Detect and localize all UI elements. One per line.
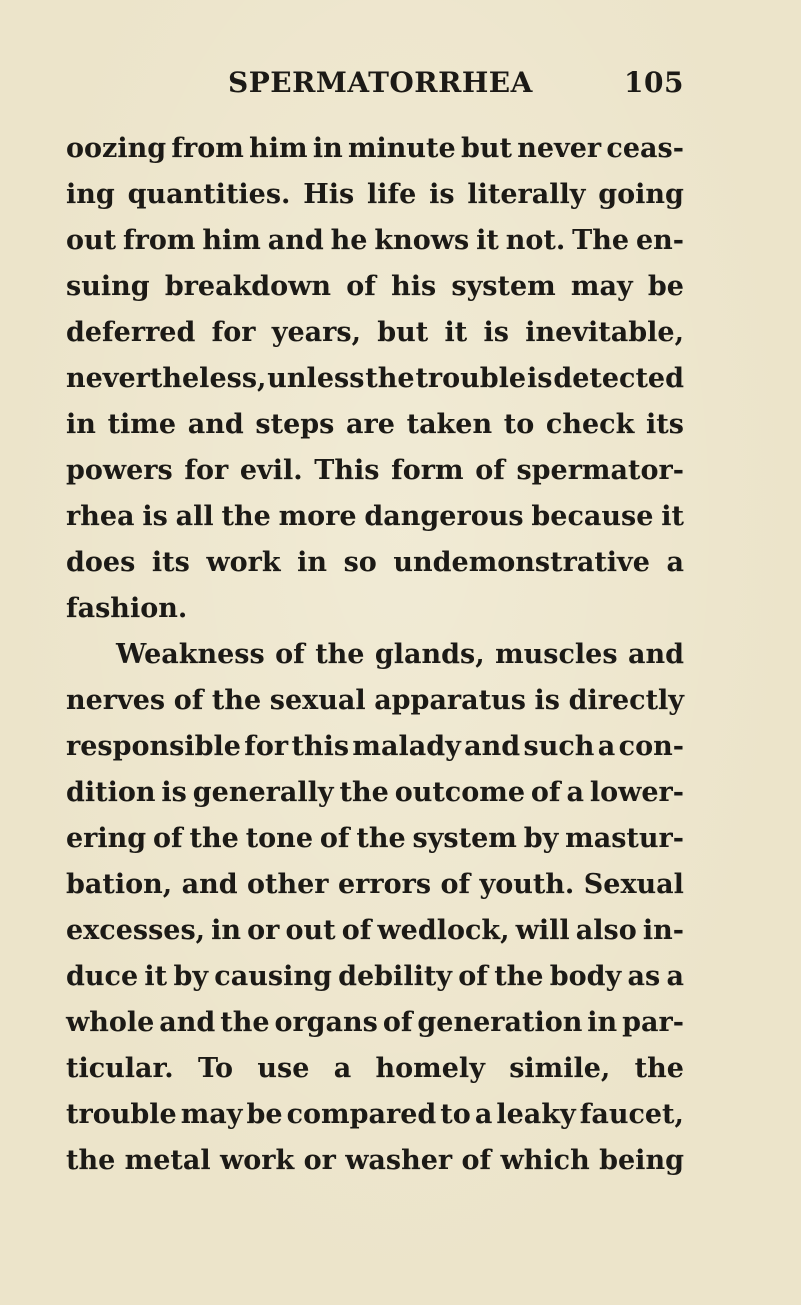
- word: and: [159, 1007, 216, 1038]
- word: directly: [568, 685, 684, 716]
- word: for: [211, 317, 256, 348]
- word: him: [202, 225, 261, 256]
- word: will: [515, 915, 570, 946]
- word: the: [315, 639, 365, 670]
- word: him: [249, 133, 308, 164]
- word: Weakness: [116, 639, 265, 670]
- text-line: [66, 1000, 684, 1046]
- word: in-: [642, 915, 684, 946]
- word: of: [475, 455, 505, 486]
- text-line: [66, 218, 684, 264]
- word: be: [246, 1099, 283, 1130]
- word: does: [66, 547, 136, 578]
- word: in: [211, 915, 242, 946]
- word: never: [517, 133, 602, 164]
- word: ing: [66, 179, 115, 210]
- word: suing: [66, 271, 150, 302]
- word: other: [247, 869, 329, 900]
- word: body: [549, 961, 622, 992]
- word: is: [483, 317, 509, 348]
- word: not.: [505, 225, 566, 256]
- page-number: 105: [624, 66, 684, 99]
- body-text: [66, 126, 684, 1184]
- word: powers: [66, 455, 173, 486]
- word: wedlock,: [377, 915, 510, 946]
- word: spermator-: [516, 455, 684, 486]
- word: generation: [417, 1007, 583, 1038]
- word: apparatus: [374, 685, 526, 716]
- word: causing: [214, 961, 332, 992]
- word: for: [244, 731, 289, 762]
- word: a: [666, 961, 684, 992]
- word: steps: [255, 409, 335, 440]
- word: leaky: [496, 1099, 576, 1130]
- word: literally: [467, 179, 586, 210]
- word: the: [189, 823, 239, 854]
- word: to: [503, 409, 535, 440]
- word: all: [175, 501, 214, 532]
- word: of: [530, 777, 561, 808]
- word: ceas-: [606, 133, 684, 164]
- word: a: [566, 777, 584, 808]
- word: undemonstrative: [393, 547, 650, 578]
- text-line: [66, 678, 684, 724]
- text-line: fashion.: [66, 593, 188, 624]
- word: work: [206, 547, 281, 578]
- word: this: [291, 731, 350, 762]
- text-line: [66, 862, 684, 908]
- word: it: [444, 317, 468, 348]
- text-line: [66, 356, 684, 402]
- text-line: [66, 126, 684, 172]
- word: evil.: [239, 455, 303, 486]
- word: life: [367, 179, 417, 210]
- word: may: [180, 1099, 243, 1130]
- word: but: [377, 317, 429, 348]
- word: check: [545, 409, 635, 440]
- word: going: [598, 179, 684, 210]
- word: knows: [374, 225, 470, 256]
- word: the: [356, 823, 406, 854]
- word: is: [429, 179, 455, 210]
- word: is: [534, 685, 561, 716]
- word: are: [346, 409, 395, 440]
- word: of: [461, 1145, 492, 1176]
- word: he: [330, 225, 368, 256]
- word: in: [66, 409, 96, 440]
- word: of: [275, 639, 305, 670]
- word: of: [341, 915, 372, 946]
- text-line: [66, 264, 684, 310]
- word: duce: [66, 961, 139, 992]
- word: The: [572, 225, 630, 256]
- word: system: [451, 271, 556, 302]
- word: in: [587, 1007, 618, 1038]
- word: and: [267, 225, 324, 256]
- word: because: [531, 501, 654, 532]
- word: may: [570, 271, 633, 302]
- word: is: [142, 501, 168, 532]
- word: use: [257, 1053, 310, 1084]
- word: con-: [618, 731, 684, 762]
- word: be: [647, 271, 684, 302]
- word: and: [181, 869, 238, 900]
- word: lower-: [589, 777, 684, 808]
- word: His: [303, 179, 355, 210]
- word: of: [458, 961, 488, 992]
- word: of: [382, 1007, 413, 1038]
- word: for: [184, 455, 229, 486]
- running-title: SPERMATORRHEA: [228, 66, 533, 99]
- word: inevitable,: [525, 317, 684, 348]
- word: as: [627, 961, 661, 992]
- word: oozing: [66, 133, 167, 164]
- word: or: [247, 915, 280, 946]
- text-line: [66, 908, 684, 954]
- word: from: [123, 225, 196, 256]
- word: in: [297, 547, 328, 578]
- word: of: [153, 823, 183, 854]
- text-line: [66, 310, 684, 356]
- word: Sexual: [583, 869, 684, 900]
- word: his: [391, 271, 437, 302]
- word: nevertheless,: [66, 363, 267, 394]
- word: taken: [406, 409, 493, 440]
- word: organs: [274, 1007, 378, 1038]
- text-line: [66, 540, 684, 586]
- word: work: [220, 1145, 295, 1176]
- word: its: [645, 409, 684, 440]
- word: responsible: [66, 731, 241, 762]
- word: a: [333, 1053, 352, 1084]
- word: a: [474, 1099, 493, 1130]
- word: which: [500, 1145, 590, 1176]
- word: trouble: [415, 363, 527, 394]
- text-line: [66, 954, 684, 1000]
- word: trouble: [66, 1099, 177, 1130]
- word: system: [412, 823, 517, 854]
- word: of: [346, 271, 376, 302]
- word: by: [173, 961, 209, 992]
- text-line: [66, 402, 684, 448]
- word: a: [666, 547, 684, 578]
- word: dangerous: [364, 501, 524, 532]
- word: from: [171, 133, 244, 164]
- text-line: [66, 770, 684, 816]
- word: homely: [375, 1053, 485, 1084]
- word: the: [220, 1007, 270, 1038]
- word: the: [221, 501, 271, 532]
- paragraph-first-line: [66, 632, 684, 678]
- word: errors: [337, 869, 432, 900]
- word: muscles: [495, 639, 618, 670]
- word: the: [634, 1053, 684, 1084]
- text-line: [66, 816, 684, 862]
- word: metal: [124, 1145, 211, 1176]
- word: ering: [66, 823, 147, 854]
- word: form: [391, 455, 464, 486]
- word: time: [107, 409, 177, 440]
- word: compared: [286, 1099, 437, 1130]
- word: the: [339, 777, 389, 808]
- word: youth.: [479, 869, 575, 900]
- word: a: [597, 731, 616, 762]
- word: or: [303, 1145, 336, 1176]
- word: tone: [245, 823, 313, 854]
- word: more: [278, 501, 357, 532]
- word: debility: [338, 961, 452, 992]
- word: is: [526, 363, 553, 394]
- word: washer: [345, 1145, 453, 1176]
- word: years,: [271, 317, 361, 348]
- word: quantities.: [127, 179, 291, 210]
- word: so: [343, 547, 377, 578]
- word: detected: [553, 363, 684, 394]
- word: rhea: [66, 501, 135, 532]
- word: bation,: [66, 869, 173, 900]
- word: faucet,: [579, 1099, 684, 1130]
- word: but: [460, 133, 512, 164]
- word: such: [523, 731, 595, 762]
- word: nerves: [66, 685, 166, 716]
- word: deferred: [66, 317, 196, 348]
- word: it: [661, 501, 684, 532]
- word: the: [211, 685, 262, 716]
- word: to: [440, 1099, 471, 1130]
- word: its: [151, 547, 190, 578]
- text-line: [66, 1046, 684, 1092]
- word: unless: [267, 363, 365, 394]
- word: of: [440, 869, 471, 900]
- word: out: [285, 915, 336, 946]
- word: the: [66, 1145, 116, 1176]
- word: simile,: [509, 1053, 611, 1084]
- word: par-: [622, 1007, 684, 1038]
- word: mastur-: [565, 823, 684, 854]
- text-line: [66, 494, 684, 540]
- running-head: [228, 66, 684, 110]
- word: out: [66, 225, 117, 256]
- word: also: [575, 915, 637, 946]
- word: it: [476, 225, 499, 256]
- word: breakdown: [164, 271, 332, 302]
- word: outcome: [394, 777, 525, 808]
- word: dition: [66, 777, 156, 808]
- word: malady: [352, 731, 461, 762]
- word: ticular.: [66, 1053, 174, 1084]
- word: and: [187, 409, 244, 440]
- word: in: [312, 133, 343, 164]
- word: is: [161, 777, 187, 808]
- word: the: [365, 363, 415, 394]
- word: generally: [192, 777, 334, 808]
- text-line: [66, 172, 684, 218]
- word: glands,: [374, 639, 485, 670]
- word: and: [464, 731, 521, 762]
- text-line: [66, 1092, 684, 1138]
- word: by: [523, 823, 559, 854]
- word: sexual: [269, 685, 366, 716]
- word: being: [599, 1145, 684, 1176]
- text-line: [66, 1138, 684, 1184]
- word: of: [319, 823, 350, 854]
- word: it: [144, 961, 168, 992]
- word: of: [173, 685, 204, 716]
- word: excesses,: [66, 915, 206, 946]
- text-line: [66, 724, 684, 770]
- word: and: [627, 639, 684, 670]
- word: the: [494, 961, 544, 992]
- text-line: [66, 448, 684, 494]
- word: en-: [635, 225, 684, 256]
- word: To: [198, 1053, 234, 1084]
- word: minute: [347, 133, 456, 164]
- word: This: [314, 455, 380, 486]
- word: whole: [66, 1007, 155, 1038]
